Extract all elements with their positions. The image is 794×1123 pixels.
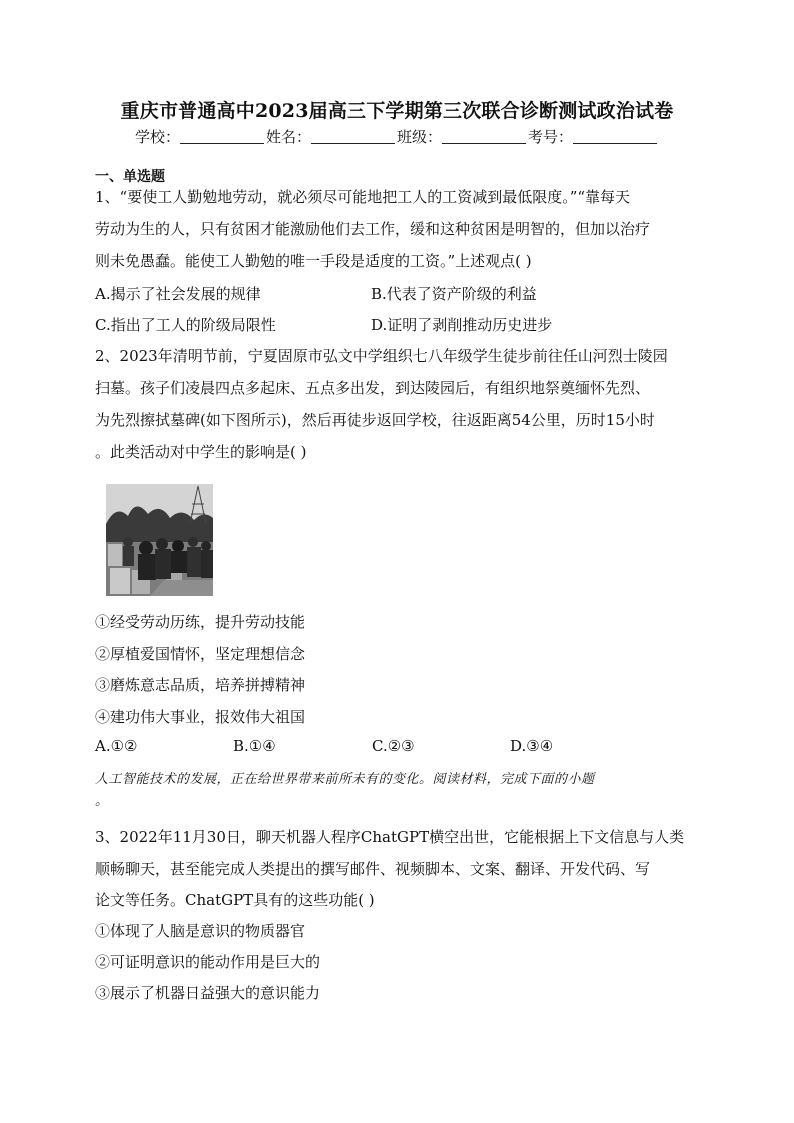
q3-statement: ①体现了人脑是意识的物质器官	[95, 922, 306, 940]
q3-statement: ②可证明意识的能动作用是巨大的	[95, 953, 321, 971]
name-blank[interactable]	[311, 129, 395, 144]
passage-line: 。	[95, 794, 109, 809]
q2-statement: ②厚植爱国情怀，坚定理想信念	[95, 645, 306, 663]
q2-option-c[interactable]: C.②③	[372, 737, 415, 755]
passage-line: 人工智能技术的发展，正在给世界带来前所未有的变化。阅读材料，完成下面的小题	[95, 772, 595, 787]
section-title: 一、单选题	[95, 169, 165, 185]
q3-statement: ③展示了机器日益强大的意识能力	[95, 984, 321, 1002]
q2-statement: ③磨炼意志品质，培养拼搏精神	[95, 676, 306, 694]
q2-option-b[interactable]: B.①④	[233, 737, 276, 755]
number-blank[interactable]	[573, 129, 657, 144]
q2-line: 。此类活动对中学生的影响是( )	[95, 443, 307, 461]
q3-line: 论文等任务。ChatGPT具有的这些功能( )	[95, 891, 375, 909]
number-label: 考号：	[528, 128, 574, 146]
q2-option-a[interactable]: A.①②	[95, 737, 138, 755]
school-label: 学校：	[134, 128, 180, 146]
class-label: 班级：	[397, 128, 443, 146]
name-label: 姓名：	[265, 128, 311, 146]
cemetery-photo	[106, 484, 213, 596]
q1-line: 劳动为生的人，只有贫困才能激励他们去工作，缓和这种贫困是明智的，但加以治疗	[95, 220, 651, 238]
q3-line: 3、2022年11月30日，聊天机器人程序ChatGPT横空出世，它能根据上下文信息与人类	[95, 828, 685, 846]
q1-option-d[interactable]: D.证明了剥削推动历史进步	[371, 316, 553, 334]
student-info-line	[0, 126, 794, 147]
q2-line: 为先烈擦拭墓碑(如下图所示)，然后再徒步返回学校，往返距离54公里，历时15小时	[95, 411, 655, 429]
q2-line: 扫墓。孩子们凌晨四点多起床、五点多出发，到达陵园后，有组织地祭奠缅怀先烈、	[95, 379, 651, 397]
school-blank[interactable]	[180, 129, 264, 144]
q2-option-d[interactable]: D.③④	[510, 737, 554, 755]
q1-option-c[interactable]: C.指出了工人的阶级局限性	[95, 316, 276, 334]
q2-line: 2、2023年清明节前，宁夏固原市弘文中学组织七八年级学生徒步前往任山河烈士陵园	[95, 347, 668, 365]
q2-statement: ④建功伟大事业，报效伟大祖国	[95, 708, 306, 726]
exam-title: 重庆市普通高中2023届高三下学期第三次联合诊断测试政治试卷	[120, 100, 674, 122]
class-blank[interactable]	[442, 129, 526, 144]
q2-statement: ①经受劳动历练，提升劳动技能	[95, 613, 306, 631]
q1-line: 则未免愚蠢。能使工人勤勉的唯一手段是适度的工资。”上述观点( )	[95, 252, 532, 270]
q1-option-b[interactable]: B.代表了资产阶级的利益	[371, 285, 537, 303]
q3-line: 顺畅聊天，甚至能完成人类提出的撰写邮件、视频脚本、文案、翻译、开发代码、写	[95, 860, 651, 878]
q1-line: 1、“要使工人勤勉地劳动，就必须尽可能地把工人的工资减到最低限度。”“靠每天	[95, 188, 631, 206]
q1-option-a[interactable]: A.揭示了社会发展的规律	[95, 285, 261, 303]
